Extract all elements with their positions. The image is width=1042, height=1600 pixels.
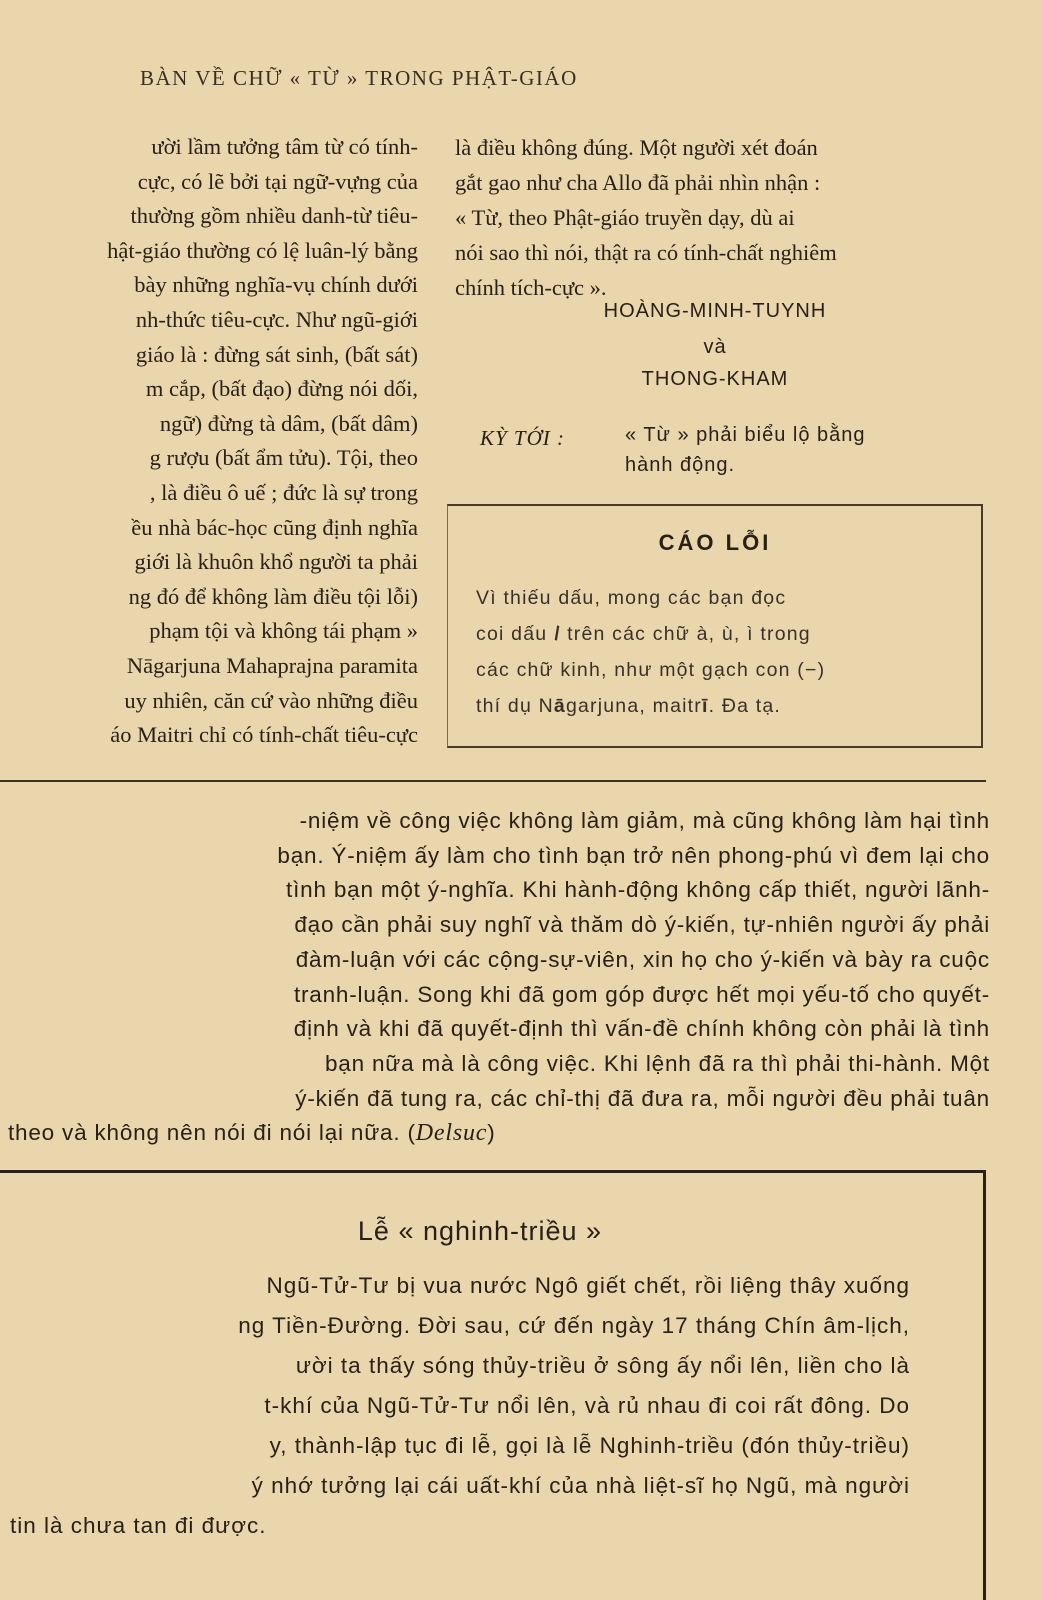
left-column: [0, 130, 418, 753]
text-line: Nāgarjuna Mahaprajna paramita: [126, 652, 418, 678]
right-column: [455, 130, 990, 305]
erratum-text: trên các chữ à, ù, ì trong: [567, 623, 811, 645]
author-conjunction: và: [703, 336, 727, 358]
text-line: ý-kiến đã tung ra, các chỉ-thị đã đưa ra, mỗi người đều phải tuân: [295, 1085, 990, 1111]
text-line: nói sao thì nói, thật ra có tính-chất nghiêm: [455, 240, 837, 265]
text-line: tranh-luận. Song khi đã gom góp được hết mọi yếu-tố cho quyết-: [293, 981, 990, 1007]
erratum-line: [476, 616, 966, 652]
text-line: ều nhà bác-học cũng định nghĩa: [131, 514, 418, 540]
erratum-text: . Đa tạ.: [708, 695, 782, 717]
text-line: gắt gao như cha Allo đã phải nhìn nhận :: [455, 170, 821, 195]
text-line: bạn nữa mà là công việc. Khi lệnh đã ra thì phải thi-hành. Một: [324, 1050, 990, 1076]
grave-accent-mark: \: [550, 622, 565, 646]
text-line: bày những nghĩa-vụ chính dưới: [134, 272, 418, 298]
text-line: nh-thức tiêu-cực. Như ngũ-giới: [135, 306, 418, 332]
text-line: uy nhiên, căn cứ vào những điều: [124, 687, 418, 713]
text-line: tin là chưa tan đi được.: [10, 1513, 267, 1538]
author-name-1: HOÀNG-MINH-TUYNH: [603, 300, 827, 322]
text-line: g rượu (bất ẩm tửu). Tội, theo: [149, 445, 418, 471]
text-line: t-khí của Ngũ-Tử-Tư nổi lên, và rủ nhau đi coi rất đông. Do: [264, 1393, 910, 1418]
macron-example: ā: [553, 695, 566, 717]
author-name-2: THONG-KHAM: [641, 368, 789, 390]
erratum-line: các chữ kinh, như một gạch con (−): [476, 659, 826, 681]
macron-example: ī: [701, 695, 709, 717]
text-line: áo Maitri chỉ có tính-chất tiêu-cực: [110, 722, 418, 748]
erratum-line: Vì thiếu dấu, mong các bạn đọc: [476, 587, 787, 609]
erratum-line: [476, 688, 966, 724]
text-line: bạn. Ý-niệm ấy làm cho tình bạn trở nên phong-phú vì đem lại cho: [277, 842, 990, 868]
next-issue-label: KỲ TỚI :: [480, 426, 566, 450]
story-title: Lễ « nghinh-triều »: [357, 1216, 603, 1246]
text-line: « Từ, theo Phật-giáo truyền dạy, dù ai: [455, 205, 795, 230]
text-line: ngữ) đừng tà dâm, (bất dâm): [159, 410, 418, 436]
text-line: cực, có lẽ bởi tại ngữ-vựng của: [137, 168, 418, 194]
section-divider: [0, 780, 986, 782]
erratum-title: CÁO LỖI: [658, 530, 772, 555]
next-issue-line: hành động.: [625, 454, 736, 476]
text-fragment: ): [487, 1120, 496, 1146]
text-line: ười lầm tưởng tâm từ có tính-: [151, 134, 418, 159]
next-issue-line: « Từ » phải biểu lộ bằng: [625, 424, 866, 446]
text-line: là điều không đúng. Một người xét đoán: [455, 135, 818, 160]
text-line: phạm tội và không tái phạm »: [149, 618, 418, 644]
text-line: giới là khuôn khổ người ta phải: [134, 549, 418, 575]
next-issue-text: [625, 420, 990, 480]
text-line: giáo là : đừng sát sinh, (bất sát): [135, 341, 418, 367]
erratum-body: [476, 580, 966, 724]
text-line: tình bạn một ý-nghĩa. Khi hành-động không cấp thiết, người lãnh-: [286, 877, 990, 903]
erratum-text: coi dấu: [476, 623, 548, 645]
text-line: hật-giáo thường có lệ luân-lý bằng: [107, 237, 418, 263]
text-line: ười ta thấy sóng thủy-triều ở sông ấy nổi lên, liền cho là: [295, 1353, 910, 1378]
text-line: định và khi đã quyết-định thì vấn-đề chính không còn phải là tình: [293, 1016, 990, 1042]
text-line: đàm-luận với các cộng-sự-viên, xin họ cho ý-kiến và bày ra cuộc: [295, 946, 990, 972]
text-line: ng đó để không làm điều tội lỗi): [128, 583, 418, 609]
text-line: , là điều ô uế ; đức là sự trong: [149, 479, 418, 505]
text-line: thường gồm nhiều danh-từ tiêu-: [130, 203, 418, 229]
quote-source: Delsuc: [415, 1120, 488, 1147]
text-line: đạo cần phải suy nghĩ và thăm dò ý-kiến, tự-nhiên người ấy phải: [294, 912, 990, 938]
text-line: y, thành-lập tục đi lễ, gọi là lễ Nghinh-triều (đón thủy-triều): [269, 1433, 910, 1458]
running-title: BÀN VỀ CHỮ « TỪ » TRONG PHẬT-GIÁO: [140, 66, 578, 90]
text-line: [0, 1116, 990, 1151]
erratum-text: garjuna, maitr: [565, 695, 702, 717]
text-line: chính tích-cực ».: [455, 275, 607, 300]
story-body: [0, 1266, 910, 1546]
erratum-text: thí dụ N: [476, 695, 554, 717]
text-fragment: theo và không nên nói đi nói lại nữa. (: [8, 1120, 416, 1146]
text-line: ý nhớ tưởng lại cái uất-khí của nhà liệt-sĩ họ Ngũ, mà người: [251, 1473, 910, 1498]
quote-block: [0, 804, 990, 1151]
text-line: ng Tiền-Đường. Đời sau, cứ đến ngày 17 tháng Chín âm-lịch,: [238, 1313, 910, 1338]
text-line: m cắp, (bất đạo) đừng nói dối,: [145, 376, 418, 402]
text-line: -niệm về công việc không làm giảm, mà cũng không làm hại tình: [299, 808, 990, 833]
text-line: Ngũ-Tử-Tư bị vua nước Ngô giết chết, rồi liệng thây xuống: [266, 1273, 910, 1298]
